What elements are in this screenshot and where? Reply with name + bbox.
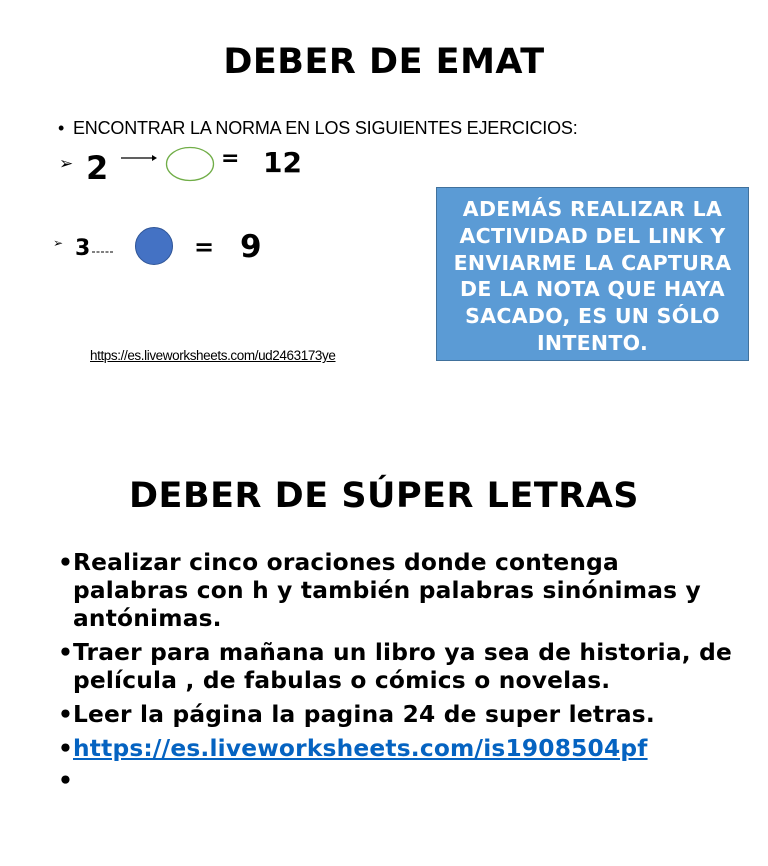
exercise1-equals: = bbox=[221, 146, 240, 171]
list-item: • Realizar cinco oraciones donde contenga palabras con h y también palabras sinónimas y antónimas. bbox=[58, 549, 701, 632]
list-item-empty bbox=[58, 767, 738, 795]
list-item: • Leer la página la pagina 24 de super letras. bbox=[58, 701, 655, 728]
list-item bbox=[58, 735, 738, 763]
super-letras-list bbox=[58, 549, 738, 801]
bullet-icon: • bbox=[58, 118, 65, 138]
exercise2-input: 3 bbox=[75, 236, 91, 261]
arrow-right-icon bbox=[120, 152, 158, 164]
exercise2-result: 9 bbox=[240, 229, 262, 265]
dashed-line-icon bbox=[92, 250, 116, 254]
bullet-icon: • bbox=[58, 701, 74, 728]
callout-box: ADEMÁS REALIZAR LA ACTIVIDAD DEL LINK Y ENVIARME LA CAPTURA DE LA NOTA QUE HAYA SACADO, ES UN SÓLO INTENTO. bbox=[436, 187, 749, 361]
filled-circle-blue bbox=[134, 226, 176, 268]
bullet-icon: • bbox=[58, 639, 74, 666]
bullet-icon: • bbox=[58, 735, 74, 762]
exercise2-equals: = bbox=[194, 233, 215, 261]
emat-title: DEBER DE EMAT bbox=[223, 42, 545, 82]
super-letras-title: DEBER DE SÚPER LETRAS bbox=[129, 476, 639, 516]
liveworksheets-link-super-letras[interactable]: https://es.liveworksheets.com/is1908504pf bbox=[73, 735, 648, 762]
blank-circle-green bbox=[165, 146, 217, 184]
list-item: • Traer para mañana un libro ya sea de historia, de película , de fabulas o cómics o novelas. bbox=[58, 639, 733, 694]
bullet-icon: • bbox=[58, 549, 74, 576]
arrowhead-bullet-icon: ➢ bbox=[59, 154, 74, 174]
exercise1-input: 2 bbox=[86, 149, 109, 187]
liveworksheets-link-emat[interactable]: https://es.liveworksheets.com/ud2463173ye bbox=[90, 348, 336, 363]
bullet-icon: • bbox=[58, 767, 74, 794]
emat-instruction: ENCONTRAR LA NORMA EN LOS SIGUIENTES EJERCICIOS: bbox=[73, 118, 578, 138]
arrowhead-bullet-icon: ➢ bbox=[53, 236, 64, 250]
exercise1-result: 12 bbox=[263, 146, 302, 179]
